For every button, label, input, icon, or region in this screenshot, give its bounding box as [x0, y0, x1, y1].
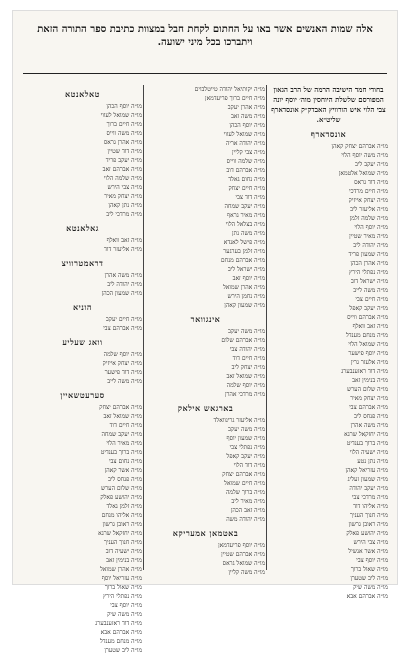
entries-list-middle-top — [146, 85, 265, 310]
list-item: מו״ה חיים צבי — [355, 296, 388, 303]
list-item: מו״ה יוסף שלמה — [226, 382, 265, 389]
list-item: מו״ה צבי הירש — [107, 184, 142, 191]
list-item: מו״ה זלמן גאלד — [106, 503, 142, 510]
list-item: מו״ה יהודה ליב — [107, 281, 142, 288]
list-item: מו״ה שאול ברוך — [104, 584, 142, 591]
list-item: מו״ה אברהם דוב — [226, 167, 265, 174]
list-item: מו״ה ליב שטערן — [104, 647, 142, 654]
list-item: מו״ה שלמה הלוי — [103, 175, 142, 182]
entries-list-1 — [23, 102, 142, 219]
list-item: מו״ה שמואל זאב — [103, 413, 142, 420]
list-item: מו״ה נחמן הירש — [227, 293, 265, 300]
list-item: מו״ה שאול ברוך — [350, 566, 388, 573]
list-item: מו״ה מאיר ליב — [231, 498, 265, 505]
list-item: מו״ה שמעון יוסף — [226, 435, 265, 442]
list-item: מו״ה זאב וואלף — [352, 323, 388, 330]
list-item: מו״ה זאב הכהן — [230, 507, 265, 514]
section-heading-1: טאלאנטא — [65, 89, 100, 99]
list-item: מו״ה יוסף פישער — [348, 350, 388, 357]
list-item: מו״ה חיים ברוך — [106, 121, 142, 128]
list-item: מו״ה נפתלי הירץ — [349, 269, 388, 276]
entries-list-bargash — [146, 416, 265, 524]
list-item: מו״ה יוסף שלמה — [103, 351, 142, 358]
list-item: מו״ה שמואל גראס — [222, 560, 265, 567]
list-item: מו״ה צבי הירש — [353, 539, 388, 546]
list-item: מו״ה שמעון זעליג — [347, 476, 388, 483]
list-item: מו״ה חיים דוד — [109, 422, 142, 429]
list-item: מו״ה ישעיה דוב — [105, 548, 142, 555]
list-item: מו״ה שלמה זלמן — [349, 215, 388, 222]
list-item: מו״ה יחזקאל שרגא — [98, 530, 142, 537]
list-item: מו״ה חנוך העניך — [104, 539, 142, 546]
list-item: מו״ה שלום הערש — [100, 485, 142, 492]
list-item: מו״ה משה קליין — [228, 569, 265, 576]
entries-list-america — [146, 541, 265, 577]
list-item: מו״ה יוסף זאב — [232, 275, 265, 282]
list-item: מו״ה ישראל ליב — [227, 266, 265, 273]
list-item: מו״ה מאיר גראף — [227, 212, 265, 219]
list-item: מו״ה יצחק מאיר — [350, 395, 388, 402]
list-item: מו״ה דוד צבי — [235, 194, 265, 201]
list-item: מו״ה יקותיאל יהודה טייטלבוים — [194, 86, 265, 93]
list-item: מו״ה חנוך העניך — [350, 512, 388, 519]
list-item: מו״ה אהרן הכהן — [350, 260, 388, 267]
entries-list-5 — [23, 350, 142, 386]
list-item: מו״ה משה שיק — [353, 584, 388, 591]
list-item: מו״ה אברהם יצחק — [222, 471, 265, 478]
list-item: מו״ה יהודה אריה — [225, 140, 265, 147]
entries-list-3 — [23, 271, 142, 298]
list-item: מו״ה דוד פישער — [104, 369, 142, 376]
list-item: מו״ה עזריאל קאהן — [345, 467, 388, 474]
list-item: מו״ה חיים דוד — [232, 355, 265, 362]
list-item: מו״ה שלמה ווייס — [226, 158, 265, 165]
list-item: מו״ה חיים מרדכי — [349, 188, 388, 195]
list-item: מו״ה נתן קאהן — [108, 202, 142, 209]
list-item: מו״ה יהושע פאלק — [346, 530, 388, 537]
list-item: מו״ה אהרן שמואל — [223, 284, 265, 291]
list-item: מו״ה אברהם שלום — [221, 337, 265, 344]
list-item: מו״ה אברהם אבא — [346, 593, 388, 600]
list-item: מו״ה אברהם זאב — [102, 166, 142, 173]
list-item: מו״ה נפתלי צבי — [229, 444, 265, 451]
list-item: מו״ה יוסף הכהן — [229, 122, 265, 129]
list-item: מו״ה נפתלי הירץ — [103, 593, 142, 600]
list-item: מו״ה צבי קליין — [232, 149, 265, 156]
list-item: מו״ה יעקב ליב — [355, 161, 388, 168]
list-item: מו״ה ברוך בענדיט — [346, 440, 388, 447]
list-item: מו״ה אברהם יצחק קאהן — [331, 143, 388, 150]
list-item: מו״ה חיים שמואל — [224, 480, 265, 487]
list-item: מו״ה חיים יעקב — [105, 316, 142, 323]
list-item: מו״ה אברהם שטיין — [221, 551, 265, 558]
section-heading-america: באטמאן אמעריקא — [172, 528, 239, 538]
entries-list-4 — [23, 315, 142, 333]
list-item: מו״ה אשר אנשיל — [348, 548, 388, 555]
list-item: מו״ה יהושע פאלק — [100, 494, 142, 501]
list-item: מו״ה יעקב קאפל — [226, 453, 265, 460]
list-item: מו״ה חיים ברוך פריעדמאן — [205, 95, 265, 102]
section-heading-ingvar: אינגוואר — [190, 314, 221, 324]
section-heading-bargash: בארגאש אילאק — [177, 403, 234, 413]
list-item: מו״ה אברהם יצחק — [99, 404, 142, 411]
list-item: מו״ה זאב וואלף — [106, 237, 142, 244]
list-item: מו״ה שלום הערש — [346, 386, 388, 393]
list-item: מו״ה שמואל לעווי — [223, 131, 265, 138]
list-item: מו״ה ראובן גרשון — [348, 521, 388, 528]
list-item: מו״ה משה שיק — [107, 611, 142, 618]
list-item: מו״ה דוד גראס — [354, 179, 388, 186]
list-item: מו״ה ראובן גרשון — [102, 521, 142, 528]
list-item: מו״ה משה יעקב — [228, 328, 265, 335]
list-item: מו״ה ישראל דוב — [350, 278, 388, 285]
list-item: מו״ה מרדכי אהרן — [224, 391, 265, 398]
list-item: מו״ה ישעיה הלוי — [349, 449, 388, 456]
list-item: מו״ה יוסף הכהן — [106, 103, 142, 110]
list-item: מו״ה יצחק אייזיק — [102, 360, 142, 367]
list-item: מו״ה מאיר הלוי — [106, 440, 142, 447]
list-item: מו״ה משה יוסף הלוי — [341, 152, 388, 159]
list-item: מו״ה מרדכי ליב — [106, 211, 142, 218]
list-item: מו״ה פנחס ליב — [354, 413, 388, 420]
column-divider-right — [266, 85, 267, 570]
list-item: מו״ה אליעזר ליב — [350, 206, 388, 213]
list-item: מו״ה אליהו מנחם — [101, 512, 142, 519]
list-item: מו״ה משה אהרן — [350, 422, 388, 429]
list-item: מו״ה משה לייב — [107, 378, 142, 385]
list-item: מו״ה יוסף צבי — [110, 602, 142, 609]
entries-list-unsdorf — [269, 142, 388, 601]
list-item: מו״ה דוד ראזענבערג — [95, 620, 142, 627]
list-item: מו״ה נחום גאלד — [228, 176, 265, 183]
list-item: מו״ה יהודה ליב — [353, 242, 388, 249]
list-item: מו״ה יעקב פריד — [105, 157, 142, 164]
list-item: מו״ה שמעון קאהן — [224, 302, 265, 309]
list-item: מו״ה אהרן גראס — [103, 139, 142, 146]
page-title: אלה שמות האנשים אשר באו על החתום לקחת חבל במצוות כתיבת ספר התורה הזאת ויתברכו בכל מיני ישועה. — [37, 24, 373, 48]
list-item: מו״ה משה ווייס — [106, 130, 142, 137]
list-item: מו״ה דוד ראזענבערג — [341, 368, 388, 375]
yeshiva-intro: בחודי חמד הישיבה הרמה של הרב הגאון המפורסם שלשלת היוחסין מוה׳ יוסף יונה צבי הלוי איש הורוויץ האבדק״ק אונסדארף שליט״א. — [271, 85, 386, 124]
list-item: מו״ה שמואל זאב — [226, 373, 265, 380]
list-item: מו״ה בנימין זאב — [106, 557, 142, 564]
section-heading-6: סערעטשאיין — [60, 390, 105, 400]
list-item: מו״ה שמעון הכהן — [101, 290, 142, 297]
list-item: מו״ה משה אהרן — [104, 272, 142, 279]
list-item: מו״ה אשר קאהן — [104, 467, 142, 474]
list-item: מו״ה יצחק ליב — [231, 364, 265, 371]
list-item: מו״ה אהרן יעקב — [227, 104, 265, 111]
list-item: מו״ה יהודה צבי — [229, 346, 265, 353]
list-item: מו״ה יחזקאל שרגא — [344, 431, 388, 438]
list-item: מו״ה אלעזר גרין — [350, 359, 388, 366]
list-item: מו״ה יעקב קאפל — [349, 305, 388, 312]
section-heading-4: הוניא — [73, 302, 92, 312]
list-item: מו״ה יעקב שמחה — [101, 431, 142, 438]
section-heading-2: גאלאנטא — [66, 223, 99, 233]
column-divider-left — [143, 85, 144, 570]
list-item: מו״ה מנחם מענדל — [99, 638, 142, 645]
list-item: מו״ה מאיר שטיין — [349, 233, 388, 240]
list-item: מו״ה ברוך בענדיט — [100, 449, 142, 456]
list-item: מו״ה בנימין זאב — [352, 377, 388, 384]
list-item: מו״ה יוסף צבי — [356, 557, 388, 564]
list-item: מו״ה משה נתן — [231, 230, 265, 237]
list-item: מו״ה יצחק מאיר — [104, 193, 142, 200]
list-item: מו״ה אברהם מנחם — [220, 257, 265, 264]
list-item: מו״ה יוסף הלוי — [354, 224, 388, 231]
list-item: מו״ה אברהם צבי — [103, 325, 142, 332]
list-item: מו״ה זלמן בערגער — [223, 248, 265, 255]
list-item: מו״ה מרדכי צבי — [351, 494, 388, 501]
list-item: מו״ה דוד שטיין — [107, 148, 142, 155]
list-item: מו״ה אליעזר דוד — [104, 246, 142, 253]
list-item: מו״ה אליעזר גרינוואלד — [213, 417, 265, 424]
list-item: מו״ה אהרן שמואל — [100, 566, 142, 573]
entries-list-ingvar — [146, 327, 265, 399]
list-item: מו״ה אליהו דוד — [353, 503, 388, 510]
document-page — [12, 10, 398, 654]
list-item: מו״ה חיים יצחק — [228, 185, 265, 192]
entries-list-2 — [23, 236, 142, 254]
list-item: מו״ה שמעון פריד — [348, 251, 388, 258]
list-item: מו״ה אברהם ווייס — [347, 314, 388, 321]
list-item: מו״ה נחום צבי — [108, 458, 142, 465]
list-item: מו״ה יעקב שמחה — [224, 203, 265, 210]
list-item: מו״ה מנחם מענדל — [345, 332, 388, 339]
entries-list-6 — [23, 403, 142, 655]
section-heading-3: דראמטרוויצ — [61, 258, 104, 268]
list-item: מו״ה עזריאל יוסף — [101, 575, 142, 582]
section-heading-unsdorf: אונסדארף — [310, 129, 347, 139]
list-item: מו״ה בצלאל הלוי — [225, 221, 265, 228]
list-item: מו״ה דוד הלוי — [233, 462, 265, 469]
list-item: מו״ה אברהם אבא — [100, 629, 142, 636]
list-item: מו״ה שמואל אלטמאן — [338, 170, 388, 177]
list-item: מו״ה יצחק אייזיק — [348, 197, 388, 204]
list-item: מו״ה ליב שטערן — [350, 575, 388, 582]
list-item: מו״ה משה לייב — [353, 287, 388, 294]
list-item: מו״ה משה יעקב — [228, 426, 265, 433]
list-item: מו״ה שמואל לעווי — [100, 112, 142, 119]
list-item: מו״ה פנחס ליב — [108, 476, 142, 483]
list-item: מו״ה שמואל הלוי — [348, 341, 388, 348]
section-heading-5: וואג שעליע — [62, 337, 103, 347]
column-right — [269, 85, 388, 600]
list-item: מו״ה ברוך שלמה — [225, 489, 265, 496]
header-divider — [23, 73, 387, 74]
list-item: מו״ה יעקב יהודה — [349, 485, 388, 492]
column-left — [23, 85, 142, 654]
column-middle — [146, 85, 265, 576]
list-item: מו״ה אברהם צבי — [349, 404, 388, 411]
list-item: מו״ה נתן נטע — [357, 458, 388, 465]
list-item: מו״ה יהודה משה — [226, 516, 265, 523]
list-item: מו״ה יוסף פריעדמאן — [218, 542, 265, 549]
list-item: מו״ה משה זאב — [230, 113, 265, 120]
list-item: מו״ה פישל לאנדא — [223, 239, 265, 246]
